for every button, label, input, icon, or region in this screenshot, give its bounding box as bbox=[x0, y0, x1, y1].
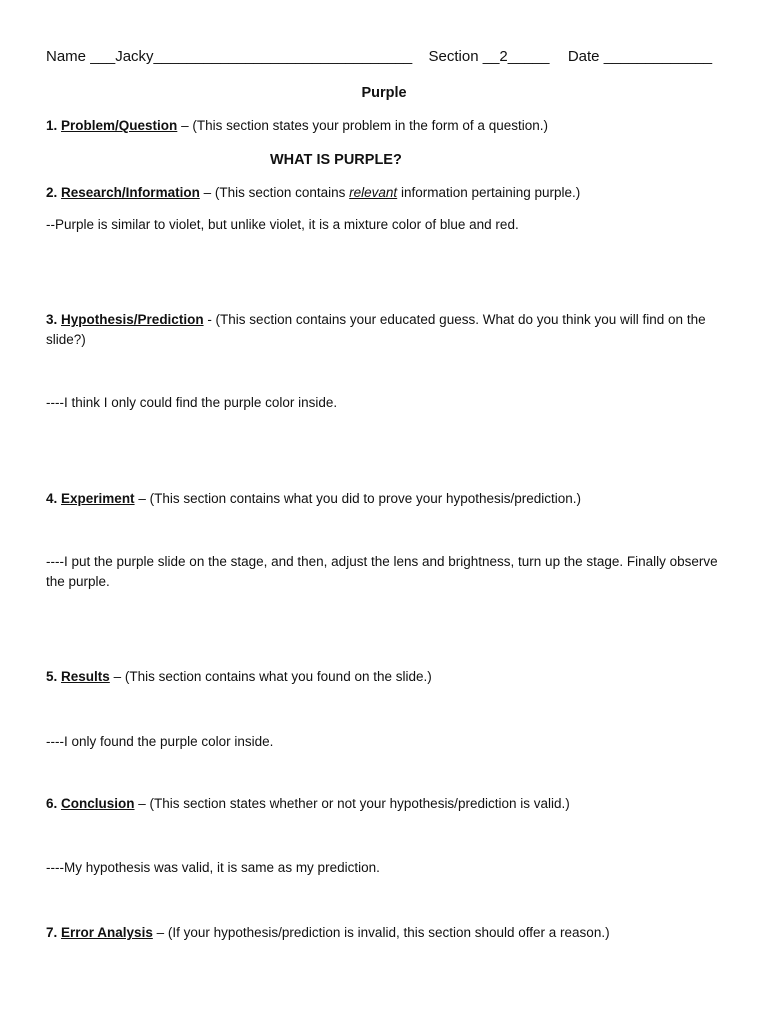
section-1-heading: Problem/Question bbox=[61, 118, 178, 133]
section-5-number: 5. bbox=[46, 669, 58, 684]
section-6-heading: Conclusion bbox=[61, 796, 135, 811]
section-4-description: – (This section contains what you did to prove your hypothesis/prediction.) bbox=[134, 491, 582, 506]
date-label: Date bbox=[567, 48, 600, 65]
section-1-description: – (This section states your problem in the form of a question.) bbox=[177, 118, 548, 133]
section-6-description: – (This section states whether or not your hypothesis/prediction is valid.) bbox=[134, 796, 570, 811]
section-2-answer: --Purple is similar to violet, but unlike violet, it is a mixture color of blue and red. bbox=[46, 217, 519, 232]
section-2-heading: Research/Information bbox=[61, 185, 200, 200]
section-3-description: - (This section contains your educated guess. What do you think you will find on the slide?) bbox=[46, 312, 706, 347]
section-1-answer: WHAT IS PURPLE? bbox=[270, 152, 402, 168]
section-2-number: 2. bbox=[46, 185, 58, 200]
name-field: ___Jacky_______________________________ bbox=[90, 48, 413, 65]
section-4-heading: Experiment bbox=[61, 491, 135, 506]
section-7-description: – (If your hypothesis/prediction is invalid, this section should offer a reason.) bbox=[152, 925, 610, 940]
section-2-description-end: information pertaining purple.) bbox=[397, 185, 581, 200]
section-1-heading-line bbox=[46, 118, 548, 134]
section-3-heading-line bbox=[46, 310, 726, 350]
section-4-number: 4. bbox=[46, 491, 58, 506]
section-5-answer: ----I only found the purple color inside. bbox=[46, 734, 274, 749]
section-6-heading-line bbox=[46, 796, 570, 812]
page-title: Purple bbox=[361, 85, 407, 101]
section-5-heading-line bbox=[46, 669, 432, 685]
section-2-heading-line bbox=[46, 185, 580, 201]
section-3-number: 3. bbox=[46, 312, 58, 327]
section-field: __2_____ bbox=[482, 48, 550, 65]
section-7-heading-line bbox=[46, 925, 610, 941]
section-3-answer: ----I think I only could find the purple color inside. bbox=[46, 395, 338, 410]
section-2-description-emphasis: relevant bbox=[349, 185, 398, 200]
section-5-description: – (This section contains what you found on the slide.) bbox=[109, 669, 432, 684]
section-6-answer: ----My hypothesis was valid, it is same as my prediction. bbox=[46, 860, 380, 875]
section-4-heading-line bbox=[46, 491, 581, 507]
date-field: _____________ bbox=[603, 48, 713, 65]
name-label: Name bbox=[46, 48, 87, 65]
section-7-number: 7. bbox=[46, 925, 58, 940]
section-5-heading: Results bbox=[61, 669, 110, 684]
section-7-heading: Error Analysis bbox=[61, 925, 153, 940]
section-2-description-start: – (This section contains bbox=[199, 185, 350, 200]
section-4-answer: ----I put the purple slide on the stage, and then, adjust the lens and brightness, turn up the stage. Finally observe the purple. bbox=[46, 554, 718, 589]
section-3-heading: Hypothesis/Prediction bbox=[61, 312, 204, 327]
header-line bbox=[46, 49, 726, 65]
section-label: Section bbox=[428, 48, 479, 65]
section-6-number: 6. bbox=[46, 796, 58, 811]
section-1-number: 1. bbox=[46, 118, 58, 133]
